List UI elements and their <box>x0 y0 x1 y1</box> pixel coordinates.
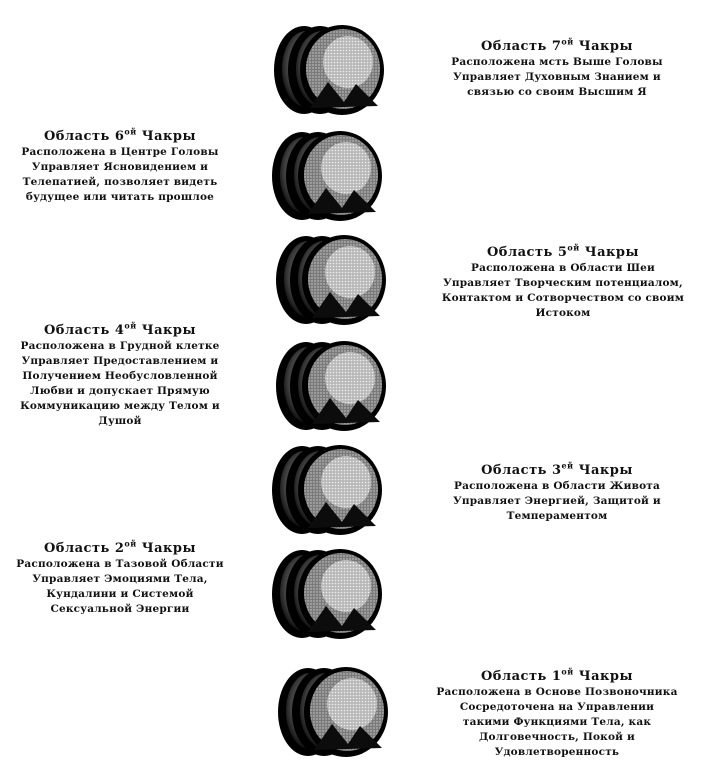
chakra-6-line-4: будущее или читать прошлое <box>25 191 215 203</box>
chakra-7-title: Область $7^{ой}$ Чакры <box>480 36 634 54</box>
chakra-4-line-2: Управляет Предоставлением и <box>21 355 219 367</box>
chakra-7-image <box>270 22 388 118</box>
chakra-4-line-3: Получением Необусловленной <box>22 370 218 382</box>
chakra-4-label <box>0 322 240 429</box>
chakra-7-label <box>412 38 702 100</box>
chakra-3-title: Область $3^{ей}$ Чакры <box>481 460 633 478</box>
chakra-3-line-2: Управляет Энергией, Защитой и <box>453 495 661 507</box>
chakra-1-image <box>274 664 392 760</box>
chakra-4-line-5: Коммуникацию между Телом и <box>20 400 220 412</box>
chakra-5-line-4: Истоком <box>535 307 591 319</box>
chakra-7-line-2: Управляет Духовным Знанием и <box>453 71 661 83</box>
chakra-5-line-3: Контактом и Сотворчеством со своим <box>441 292 685 304</box>
chakra-2-line-3: Кундалини и Системой <box>46 588 194 600</box>
chakra-3-line-1: Расположена в Области Живота <box>453 480 661 492</box>
chakra-3-line-3: Темпераментом <box>506 510 608 522</box>
chakra-2-label <box>0 540 240 617</box>
chakra-1-label <box>412 668 702 760</box>
chakra-6-line-2: Управляет Ясновидением и <box>31 161 209 173</box>
chakra-6-line-3: Телепатией, позволяет видеть <box>22 176 218 188</box>
chakra-1-line-4: Долговечность, Покой и <box>478 731 635 743</box>
chakra-1-line-3: такими Функциями Тела, как <box>462 716 652 728</box>
chakra-5-title: Область $5^{ой}$ Чакры <box>486 242 640 260</box>
chakra-2-image <box>268 546 386 642</box>
chakra-4-line-4: Любви и допускает Прямую <box>30 385 210 397</box>
chakra-1-line-5: Удовлетворенность <box>494 746 620 758</box>
chakra-6-title: Область $6^{ой}$ Чакры <box>43 126 197 144</box>
chakra-2-line-1: Расположена в Тазовой Области <box>16 558 224 570</box>
chakra-4-line-6: Душой <box>98 415 142 427</box>
chakra-1-title: Область $1^{ой}$ Чакры <box>480 666 634 684</box>
chakra-2-line-4: Сексуальной Энергии <box>50 603 190 615</box>
chakra-7-line-3: связью со своим Высшим Я <box>467 86 647 98</box>
chakra-5-label <box>418 244 708 321</box>
chakra-5-line-2: Управляет Творческим потенциалом, <box>443 277 683 289</box>
chakra-2-line-2: Управляет Эмоциями Тела, <box>32 573 208 585</box>
chakra-4-title: Область $4^{ой}$ Чакры <box>43 320 197 338</box>
chakra-5-image <box>272 232 390 328</box>
chakra-1-line-1: Расположена в Основе Позвоночника <box>436 686 678 698</box>
chakra-4-image <box>272 338 390 434</box>
chakra-7-line-1: Расположена мсть Выше Головы <box>451 56 663 68</box>
chakra-6-line-1: Расположена в Центре Головы <box>21 146 219 158</box>
chakra-3-label <box>412 462 702 524</box>
chakra-2-title: Область $2^{ой}$ Чакры <box>43 538 197 556</box>
chakra-6-label <box>0 128 240 205</box>
chakra-1-line-2: Сосредоточена на Управлении <box>459 701 655 713</box>
chakra-3-image <box>268 442 386 538</box>
chakra-4-line-1: Расположена в Грудной клетке <box>20 340 220 352</box>
chakra-6-image <box>268 128 386 224</box>
chakra-5-line-1: Расположена в Области Шеи <box>470 262 656 274</box>
